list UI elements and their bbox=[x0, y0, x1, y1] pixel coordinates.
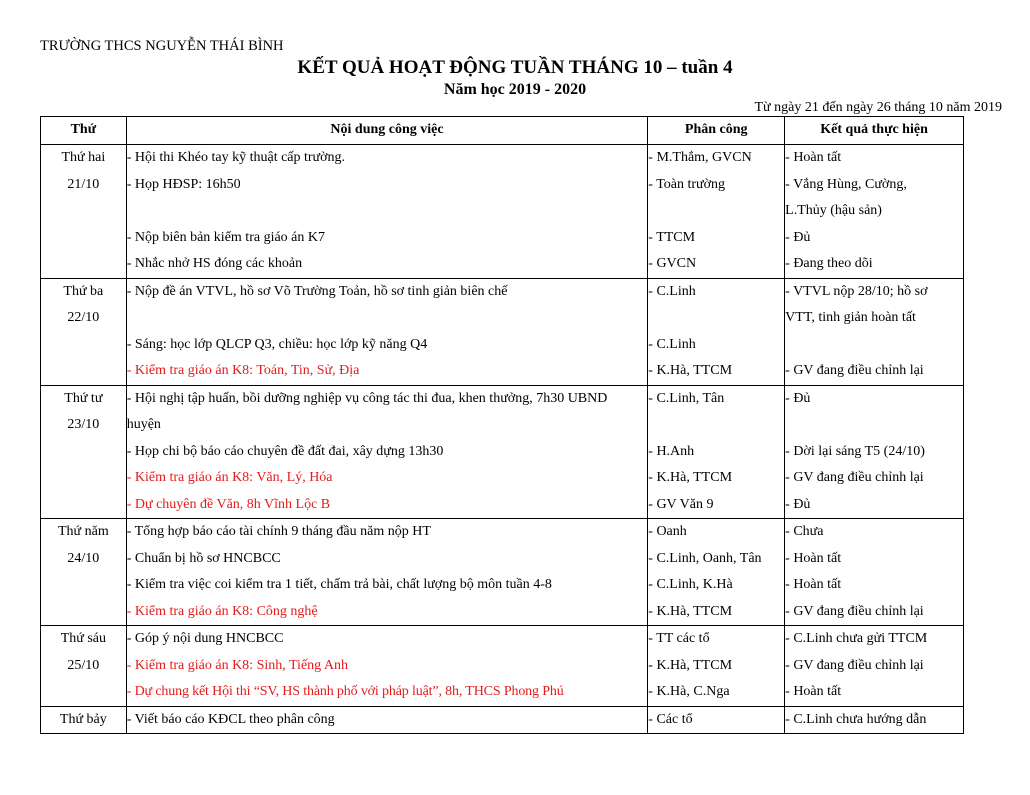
task-spacer bbox=[127, 305, 648, 332]
col-header-assignment: Phân công bbox=[648, 117, 785, 145]
assignment-spacer bbox=[648, 198, 784, 225]
task-item: - Tổng hợp báo cáo tài chính 9 tháng đầu năm nộp HT bbox=[126, 524, 431, 539]
result-item: - Hoàn tất bbox=[785, 550, 842, 566]
assignment-item: - C.Linh bbox=[648, 336, 696, 352]
result-item: - Hoàn tất bbox=[785, 150, 842, 165]
day-name: Thứ tư bbox=[64, 390, 103, 406]
assignment-item: - K.Hà, TTCM bbox=[648, 470, 733, 485]
day-date: 23/10 bbox=[67, 417, 100, 432]
table-row bbox=[41, 145, 964, 279]
tasks-cell bbox=[126, 626, 648, 707]
result-cell bbox=[785, 626, 964, 707]
task-item: - Nộp đề án VTVL, hồ sơ Võ Trường Toản, hồ sơ tinh giản biên chế bbox=[126, 283, 508, 299]
result-spacer bbox=[785, 332, 963, 359]
assignment-cell bbox=[648, 145, 785, 279]
result-item: - Hoàn tất bbox=[785, 577, 842, 592]
task-item-highlighted: - Dự chung kết Hội thi “SV, HS thành phố với pháp luật”, 8h, THCS Phong Phú bbox=[126, 684, 564, 699]
tasks-cell bbox=[126, 706, 648, 734]
result-item: - Vắng Hùng, Cường, bbox=[785, 176, 907, 192]
assignment-spacer bbox=[648, 305, 784, 332]
day-name: Thứ ba bbox=[63, 283, 104, 299]
result-item: - GV đang điều chỉnh lại bbox=[785, 363, 924, 378]
table-row bbox=[41, 519, 964, 626]
assignment-item: - TTCM bbox=[648, 229, 696, 245]
task-item: - Viết báo cáo KĐCL theo phân công bbox=[126, 711, 335, 727]
assignment-cell bbox=[648, 278, 785, 385]
col-header-day: Thứ bbox=[41, 117, 127, 145]
result-cell bbox=[785, 706, 964, 734]
assignment-spacer bbox=[648, 412, 784, 439]
task-item-highlighted: - Dự chuyên đề Văn, 8h Vĩnh Lộc B bbox=[126, 496, 331, 512]
tasks-cell bbox=[126, 519, 648, 626]
table-row bbox=[41, 278, 964, 385]
assignment-item: - K.Hà, TTCM bbox=[648, 603, 733, 619]
day-name: Thứ bảy bbox=[59, 711, 107, 727]
school-year: Năm học 2019 - 2020 bbox=[443, 81, 587, 98]
day-date: 21/10 bbox=[67, 176, 100, 192]
schedule-table bbox=[40, 116, 964, 734]
result-item: - Đủ bbox=[785, 229, 811, 245]
result-item: - C.Linh chưa gửi TTCM bbox=[785, 631, 928, 646]
day-cell bbox=[41, 519, 127, 626]
day-cell bbox=[41, 278, 127, 385]
result-item: - Đủ bbox=[785, 496, 811, 512]
assignment-item: - K.Hà, C.Nga bbox=[648, 684, 730, 699]
assignment-item: - C.Linh bbox=[648, 283, 696, 299]
result-item: - Chưa bbox=[785, 524, 824, 539]
task-item: - Kiểm tra việc coi kiểm tra 1 tiết, chấm trả bài, chất lượng bộ môn tuần 4-8 bbox=[126, 577, 552, 592]
result-cell bbox=[785, 145, 964, 279]
assignment-cell bbox=[648, 385, 785, 519]
assignment-item: - C.Linh, Tân bbox=[648, 390, 725, 406]
assignment-item: - M.Thắm, GVCN bbox=[648, 150, 752, 165]
day-name: Thứ hai bbox=[61, 150, 106, 165]
table-row bbox=[41, 706, 964, 734]
task-item-highlighted: - Kiểm tra giáo án K8: Sinh, Tiếng Anh bbox=[126, 657, 348, 673]
day-date: 24/10 bbox=[67, 550, 100, 566]
tasks-cell bbox=[126, 385, 648, 519]
result-cell bbox=[785, 278, 964, 385]
result-item: - GV đang điều chỉnh lại bbox=[785, 603, 924, 619]
assignment-item: - H.Anh bbox=[648, 443, 695, 459]
result-cell bbox=[785, 519, 964, 626]
assignment-item: - Các tổ bbox=[648, 711, 693, 727]
assignment-cell bbox=[648, 519, 785, 626]
task-item: - Chuẩn bị hồ sơ HNCBCC bbox=[126, 550, 281, 566]
assignment-item: - GV Văn 9 bbox=[648, 496, 714, 512]
task-item: - Nhắc nhở HS đóng các khoản bbox=[126, 256, 303, 271]
assignment-cell bbox=[648, 626, 785, 707]
assignment-item: - C.Linh, K.Hà bbox=[648, 577, 733, 592]
col-header-tasks: Nội dung công việc bbox=[126, 117, 648, 145]
day-date: 22/10 bbox=[67, 310, 100, 325]
result-item: - GV đang điều chỉnh lại bbox=[785, 657, 924, 673]
result-item: - Dời lại sáng T5 (24/10) bbox=[785, 443, 925, 459]
col-header-result: Kết quả thực hiện bbox=[785, 117, 964, 145]
day-cell bbox=[41, 385, 127, 519]
result-item: - VTVL nộp 28/10; hồ sơ bbox=[785, 283, 928, 299]
result-item: - C.Linh chưa hướng dẫn bbox=[785, 711, 927, 727]
task-item-highlighted: - Kiểm tra giáo án K8: Công nghệ bbox=[126, 603, 318, 619]
table-row bbox=[41, 385, 964, 519]
task-item: - Góp ý nội dung HNCBCC bbox=[126, 631, 284, 646]
day-name: Thứ năm bbox=[57, 524, 109, 539]
assignment-cell bbox=[648, 706, 785, 734]
task-item-highlighted: - Kiểm tra giáo án K8: Văn, Lý, Hóa bbox=[126, 470, 333, 485]
assignment-item: - Oanh bbox=[648, 524, 687, 539]
result-item: L.Thủy (hậu sản) bbox=[785, 203, 882, 218]
result-item: - Đủ bbox=[785, 390, 811, 406]
assignment-item: - TT các tổ bbox=[648, 631, 710, 646]
day-cell bbox=[41, 706, 127, 734]
page-title: KẾT QUẢ HOẠT ĐỘNG TUẦN THÁNG 10 – tuần 4 bbox=[297, 57, 733, 78]
result-spacer bbox=[785, 412, 963, 439]
table-row bbox=[41, 626, 964, 707]
school-name: TRƯỜNG THCS NGUYỄN THÁI BÌNH bbox=[40, 38, 284, 54]
task-item: - Hội nghị tập huấn, bồi dưỡng nghiệp vụ công tác thi đua, khen thưởng, 7h30 UBND huyện bbox=[126, 390, 608, 432]
tasks-cell bbox=[126, 278, 648, 385]
day-cell bbox=[41, 145, 127, 279]
task-spacer bbox=[127, 198, 648, 225]
result-item: VTT, tinh giản hoàn tất bbox=[785, 310, 916, 325]
task-item: - Họp chi bộ báo cáo chuyên đề đất đai, xây dựng 13h30 bbox=[126, 443, 444, 459]
header-row bbox=[41, 117, 964, 145]
task-item: - Hội thi Khéo tay kỹ thuật cấp trường. bbox=[126, 150, 346, 165]
result-item: - GV đang điều chỉnh lại bbox=[785, 470, 924, 485]
day-cell bbox=[41, 626, 127, 707]
task-item: - Họp HĐSP: 16h50 bbox=[126, 176, 241, 192]
day-name: Thứ sáu bbox=[60, 631, 107, 646]
assignment-item: - K.Hà, TTCM bbox=[648, 363, 733, 378]
tasks-cell bbox=[126, 145, 648, 279]
result-cell bbox=[785, 385, 964, 519]
assignment-item: - K.Hà, TTCM bbox=[648, 657, 733, 673]
day-date: 25/10 bbox=[67, 657, 100, 673]
task-item-highlighted: - Kiểm tra giáo án K8: Toán, Tin, Sử, Địa bbox=[126, 363, 360, 378]
task-item: - Nộp biên bản kiểm tra giáo án K7 bbox=[126, 229, 325, 245]
result-item: - Hoàn tất bbox=[785, 684, 842, 699]
assignment-item: - C.Linh, Oanh, Tân bbox=[648, 550, 762, 566]
assignment-item: - Toàn trường bbox=[648, 176, 726, 192]
date-range: Từ ngày 21 đến ngày 26 tháng 10 năm 2019 bbox=[754, 100, 1002, 115]
result-item: - Đang theo dõi bbox=[785, 256, 873, 271]
task-item: - Sáng: học lớp QLCP Q3, chiều: học lớp kỹ năng Q4 bbox=[126, 336, 428, 352]
assignment-item: - GVCN bbox=[648, 256, 697, 271]
